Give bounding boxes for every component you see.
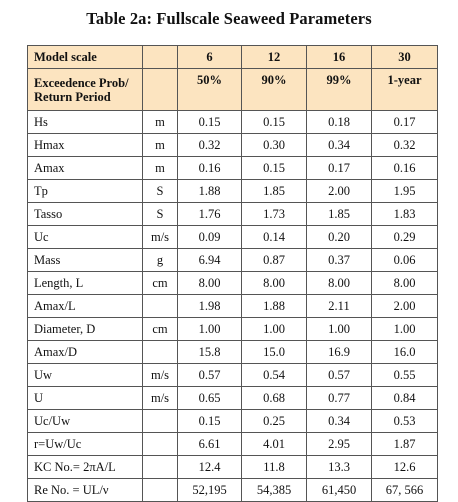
table-row: [28, 249, 438, 272]
table-row: [28, 180, 438, 203]
parameter-name: Amax: [28, 157, 143, 180]
parameter-value: 0.77: [307, 387, 372, 410]
parameter-value: 2.11: [307, 295, 372, 318]
parameter-unit: g: [143, 249, 178, 272]
parameter-value: 0.29: [372, 226, 438, 249]
parameter-unit: cm: [143, 318, 178, 341]
parameter-value: 0.17: [372, 111, 438, 134]
parameter-name: Uc: [28, 226, 143, 249]
parameter-value: 11.8: [242, 456, 307, 479]
parameter-name: Mass: [28, 249, 143, 272]
parameter-name: Re No. = UL/ν: [28, 479, 143, 502]
parameter-value: 61,450: [307, 479, 372, 502]
parameter-name: U: [28, 387, 143, 410]
parameter-value: 0.34: [307, 410, 372, 433]
header-unit-cell: [143, 69, 178, 111]
parameter-value: 0.32: [372, 134, 438, 157]
parameter-value: 0.14: [242, 226, 307, 249]
parameter-name: Tp: [28, 180, 143, 203]
parameter-value: 0.15: [242, 157, 307, 180]
scale-cell: 12: [242, 46, 307, 69]
parameter-value: 0.57: [307, 364, 372, 387]
table-row: [28, 387, 438, 410]
parameter-unit: [143, 456, 178, 479]
parameter-value: 1.85: [242, 180, 307, 203]
exceedence-cell: 90%: [242, 69, 307, 111]
model-scale-label: Model scale: [28, 46, 143, 69]
scale-cell: 30: [372, 46, 438, 69]
parameter-value: 1.00: [307, 318, 372, 341]
parameter-value: 0.57: [178, 364, 242, 387]
parameter-value: 0.54: [242, 364, 307, 387]
parameter-value: 8.00: [307, 272, 372, 295]
parameter-value: 0.20: [307, 226, 372, 249]
parameter-value: 0.16: [372, 157, 438, 180]
parameter-unit: m: [143, 134, 178, 157]
table-row: [28, 226, 438, 249]
parameter-value: 0.16: [178, 157, 242, 180]
parameter-name: Amax/L: [28, 295, 143, 318]
parameter-value: 0.06: [372, 249, 438, 272]
exceedence-cell: 99%: [307, 69, 372, 111]
parameter-value: 1.73: [242, 203, 307, 226]
header-row-model-scale: [28, 46, 438, 69]
table-row: [28, 134, 438, 157]
parameter-unit: [143, 433, 178, 456]
parameter-value: 8.00: [372, 272, 438, 295]
parameter-name: Diameter, D: [28, 318, 143, 341]
parameter-name: Length, L: [28, 272, 143, 295]
parameter-value: 0.09: [178, 226, 242, 249]
table-title: Table 2a: Fullscale Seaweed Parameters: [86, 9, 372, 28]
parameter-value: 8.00: [242, 272, 307, 295]
header-row-exceedence: [28, 69, 438, 111]
table-row: [28, 364, 438, 387]
parameter-value: 2.95: [307, 433, 372, 456]
parameter-unit: m/s: [143, 226, 178, 249]
parameter-value: 4.01: [242, 433, 307, 456]
parameter-value: 1.00: [372, 318, 438, 341]
table-row: [28, 318, 438, 341]
parameter-unit: [143, 341, 178, 364]
parameter-value: 16.0: [372, 341, 438, 364]
parameter-value: 1.88: [242, 295, 307, 318]
exceedence-label-line2: Return Period: [34, 89, 111, 104]
parameter-unit: cm: [143, 272, 178, 295]
parameter-value: 6.94: [178, 249, 242, 272]
parameter-value: 1.87: [372, 433, 438, 456]
table-row: [28, 295, 438, 318]
parameter-name: KC No.= 2πA/L: [28, 456, 143, 479]
parameters-table: [27, 45, 438, 502]
parameter-value: 13.3: [307, 456, 372, 479]
parameter-value: 1.85: [307, 203, 372, 226]
parameter-value: 0.37: [307, 249, 372, 272]
parameter-value: 16.9: [307, 341, 372, 364]
parameter-value: 1.98: [178, 295, 242, 318]
parameter-value: 8.00: [178, 272, 242, 295]
parameter-value: 0.87: [242, 249, 307, 272]
parameter-name: Uw: [28, 364, 143, 387]
parameter-value: 54,385: [242, 479, 307, 502]
parameter-value: 6.61: [178, 433, 242, 456]
table-row: [28, 111, 438, 134]
scale-cell: 16: [307, 46, 372, 69]
parameter-name: Tasso: [28, 203, 143, 226]
parameter-name: Hmax: [28, 134, 143, 157]
parameter-value: 1.88: [178, 180, 242, 203]
parameter-value: 2.00: [372, 295, 438, 318]
parameter-value: 15.8: [178, 341, 242, 364]
exceedence-label: [28, 69, 143, 111]
parameter-value: 0.34: [307, 134, 372, 157]
parameter-value: 0.65: [178, 387, 242, 410]
exceedence-label-line1: Exceedence Prob/: [34, 75, 129, 90]
table-row: [28, 456, 438, 479]
table-row: [28, 433, 438, 456]
parameter-unit: [143, 295, 178, 318]
parameter-value: 0.25: [242, 410, 307, 433]
parameter-value: 1.95: [372, 180, 438, 203]
parameter-value: 0.15: [178, 111, 242, 134]
parameter-value: 1.00: [178, 318, 242, 341]
table-row: [28, 341, 438, 364]
exceedence-cell: 50%: [178, 69, 242, 111]
parameter-name: r=Uw/Uc: [28, 433, 143, 456]
parameter-unit: S: [143, 203, 178, 226]
parameter-unit: S: [143, 180, 178, 203]
parameter-unit: m: [143, 111, 178, 134]
parameter-value: 0.15: [178, 410, 242, 433]
parameter-value: 15.0: [242, 341, 307, 364]
parameter-value: 0.17: [307, 157, 372, 180]
parameter-value: 52,195: [178, 479, 242, 502]
parameter-unit: [143, 479, 178, 502]
parameter-value: 0.32: [178, 134, 242, 157]
parameter-value: 1.00: [242, 318, 307, 341]
header-unit-cell: [143, 46, 178, 69]
table-row: [28, 272, 438, 295]
parameter-value: 12.4: [178, 456, 242, 479]
table-row: [28, 410, 438, 433]
parameter-value: 12.6: [372, 456, 438, 479]
parameter-value: 0.30: [242, 134, 307, 157]
parameter-value: 0.18: [307, 111, 372, 134]
parameter-value: 67, 566: [372, 479, 438, 502]
parameter-name: Hs: [28, 111, 143, 134]
parameter-value: 1.76: [178, 203, 242, 226]
parameter-unit: [143, 410, 178, 433]
parameter-unit: m: [143, 157, 178, 180]
parameter-unit: m/s: [143, 364, 178, 387]
parameter-unit: m/s: [143, 387, 178, 410]
parameter-value: 1.83: [372, 203, 438, 226]
exceedence-cell: 1-year: [372, 69, 438, 111]
table-row: [28, 203, 438, 226]
table-row: [28, 479, 438, 502]
parameter-value: 0.68: [242, 387, 307, 410]
table-row: [28, 157, 438, 180]
parameter-value: 0.53: [372, 410, 438, 433]
parameter-name: Amax/D: [28, 341, 143, 364]
parameter-value: 0.84: [372, 387, 438, 410]
parameter-value: 0.15: [242, 111, 307, 134]
scale-cell: 6: [178, 46, 242, 69]
parameter-value: 0.55: [372, 364, 438, 387]
parameter-name: Uc/Uw: [28, 410, 143, 433]
parameter-value: 2.00: [307, 180, 372, 203]
